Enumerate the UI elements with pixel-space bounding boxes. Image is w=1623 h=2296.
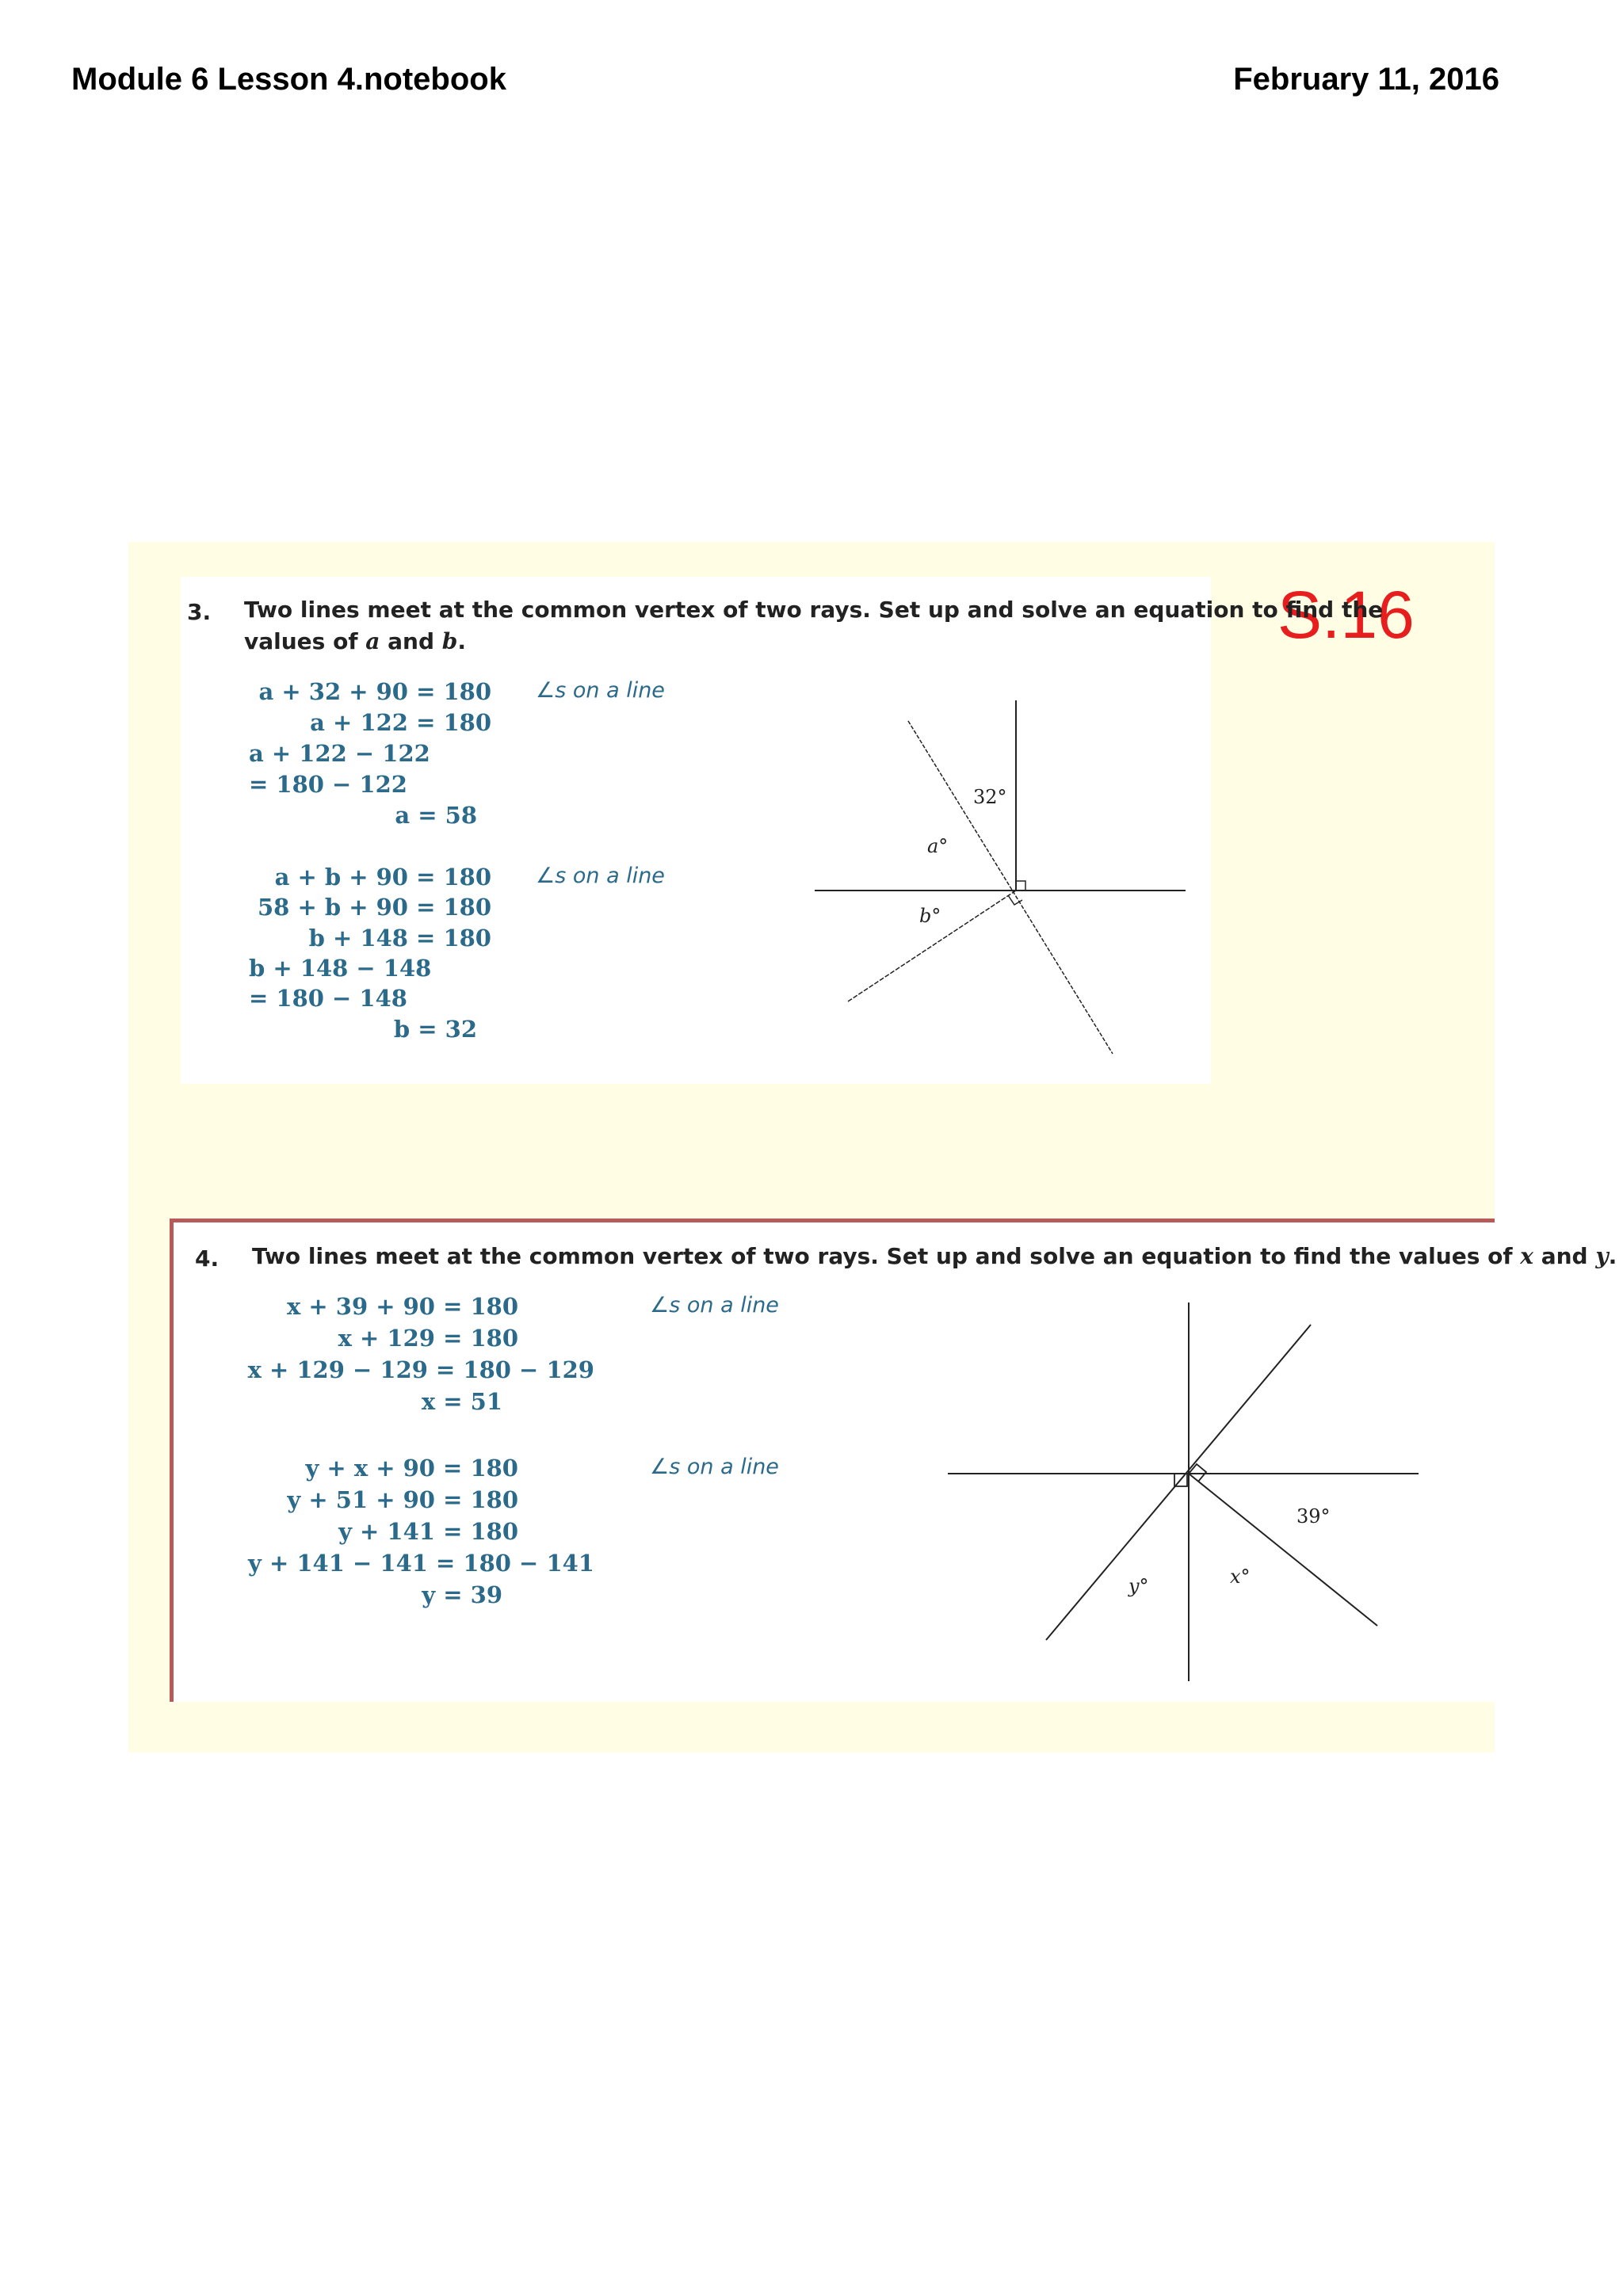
reason-y: ∠s on a line: [650, 1455, 779, 1479]
eq-y-line5: y = 39: [422, 1581, 502, 1608]
angle-b-label: b°: [919, 905, 941, 927]
problem-4-number: 4.: [195, 1245, 220, 1272]
angle-39-label: 39°: [1296, 1505, 1331, 1527]
eq-b-line2: 58 + b + 90 = 180: [258, 894, 491, 921]
reason-b: ∠s on a line: [536, 864, 665, 888]
eq-b-line3: b + 148 = 180: [308, 925, 491, 952]
problem-4-prompt: Two lines meet at the common vertex of two rays. Set up and solve an equation to find the values of x and y.: [252, 1243, 1617, 1269]
angle-x-label: x°: [1230, 1566, 1251, 1588]
problem-3-prompt: [244, 594, 1383, 658]
notebook-title: Module 6 Lesson 4.notebook: [71, 62, 506, 97]
eq-a-line1: a + 32 + 90 = 180: [258, 678, 491, 705]
eq-x-line1: x + 39 + 90 = 180: [286, 1293, 518, 1320]
problem-3-number: 3.: [187, 599, 212, 625]
right-angle-mark-top: [1016, 881, 1025, 891]
eq-b-line1: a + b + 90 = 180: [274, 864, 491, 891]
reason-x: ∠s on a line: [650, 1293, 779, 1318]
eq-x-line3: x + 129 − 129 = 180 − 129: [247, 1356, 594, 1383]
eq-x-line2: x + 129 = 180: [338, 1325, 518, 1352]
angle-32-label: 32°: [973, 786, 1007, 808]
eq-y-line3: y + 141 = 180: [338, 1518, 518, 1545]
page-date: February 11, 2016: [1233, 62, 1499, 97]
problem-4-diagram: [943, 1299, 1434, 1688]
slanted-line: [1046, 1325, 1311, 1640]
eq-y-line2: y + 51 + 90 = 180: [287, 1486, 518, 1513]
problem-3-diagram: [808, 697, 1205, 1062]
eq-x-line4: x = 51: [421, 1388, 502, 1415]
reason-a: ∠s on a line: [536, 678, 665, 703]
eq-a-line3: a + 122 − 122: [249, 740, 430, 767]
angle-a-label: a°: [927, 835, 949, 857]
eq-a-line2: a + 122 = 180: [310, 709, 491, 736]
eq-y-line4: y + 141 − 141 = 180 − 141: [248, 1550, 594, 1577]
problem-3-prompt-line2: values of a and b.: [244, 628, 466, 654]
eq-b-line4: b + 148 − 148: [249, 955, 432, 982]
lower-ray: [1189, 1474, 1377, 1626]
eq-b-line5: = 180 − 148: [249, 985, 407, 1012]
eq-a-line5: a = 58: [395, 802, 477, 829]
eq-b-line6: b = 32: [393, 1016, 477, 1043]
eq-y-line1: y + x + 90 = 180: [305, 1455, 518, 1482]
slide-number: S.16: [1277, 578, 1415, 652]
problem-3-prompt-line1: Two lines meet at the common vertex of two rays. Set up and solve an equation to find the: [244, 597, 1384, 623]
eq-a-line4: = 180 − 122: [249, 771, 407, 798]
angle-y-label: y°: [1128, 1575, 1149, 1597]
slanted-line: [908, 721, 1113, 1054]
